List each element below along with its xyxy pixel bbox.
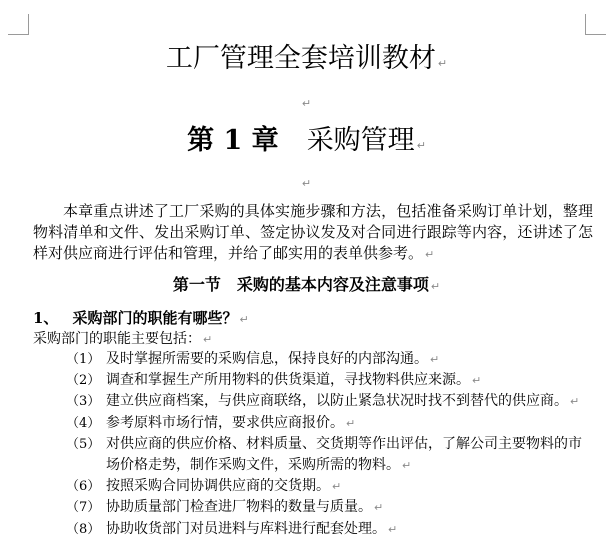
list-item (33, 476, 593, 497)
paragraph-mark-icon: ↵ (332, 480, 342, 494)
section-heading (0, 274, 613, 298)
list-item-index: （1） (66, 352, 101, 367)
list-item (33, 391, 593, 412)
list-item-index: （2） (66, 373, 101, 389)
list-item-text: 及时掌握所需要的采购信息，保持良好的内部沟通。 (106, 351, 428, 367)
chapter-title: 采购管理 (306, 125, 415, 156)
paragraph-mark-icon: ↵ (374, 501, 384, 515)
list-item-text: 参考原料市场行情，要求供应商报价。 (106, 414, 344, 431)
paragraph-mark-icon: ↵ (388, 522, 398, 536)
question-text: 采购部门的职能有哪些？ (72, 309, 238, 327)
paragraph-mark-icon: ↵ (203, 333, 213, 346)
list-item-text: 协助质量部门检查进厂物料的数量与质量。 (106, 499, 372, 516)
lead-sentence (33, 329, 212, 350)
paragraph-mark-icon: ↵ (430, 280, 441, 293)
lead-text: 采购部门的职能主要包括： (33, 331, 201, 347)
paragraph-mark-icon: ↵ (425, 248, 435, 261)
list-item-index: （7） (66, 500, 101, 516)
list-item-index: （4） (66, 415, 101, 431)
empty-paragraph-mark-icon: ↵ (301, 177, 312, 190)
paragraph-mark-icon: ↵ (472, 374, 482, 388)
paragraph-mark-icon: ↵ (402, 459, 412, 473)
question-number: 1、 (33, 309, 59, 327)
list-item (33, 413, 593, 434)
list-item-text: 调查和掌握生产所用物料的供货渠道，寻找物料供应来源。 (106, 372, 470, 389)
list-item (33, 370, 593, 391)
paragraph-mark-icon: ↵ (430, 353, 440, 366)
question-heading (33, 308, 249, 330)
chapter-number: 第 1 章 (187, 125, 279, 156)
list-item-index: （6） (66, 479, 101, 495)
empty-paragraph-mark-icon: ↵ (301, 97, 312, 110)
list-item-text: 按照采购合同协调供应商的交货期。 (106, 478, 330, 495)
paragraph-mark-icon: ↵ (239, 313, 249, 326)
chapter-heading (0, 124, 613, 163)
paragraph-mark-icon: ↵ (437, 57, 448, 70)
list-item-index: （8） (66, 521, 101, 537)
intro-text: 本章重点讲述了工厂采购的具体实施步骤和方法，包括准备采购订单计划，整理物料清单和文件、发出采购订单、签定协议发及对合同进行跟踪等内容，还讲述了怎样对供应商进行评估和管理，并给了邮实用的表单供参考。 (33, 202, 593, 262)
crop-mark-top-left (8, 14, 29, 35)
crop-mark-top-right (585, 14, 606, 35)
list-item (33, 519, 593, 540)
list-item (33, 497, 593, 518)
list-item-text: 建立供应商档案，与供应商联络，以防止紧急状况时找不到替代的供应商。 (106, 393, 568, 410)
list-item-index: （5） (66, 436, 101, 452)
paragraph-mark-icon: ↵ (570, 395, 580, 409)
list-item (33, 349, 593, 370)
section-title: 第一节 采购的基本内容及注意事项 (172, 275, 429, 294)
list-item (33, 434, 593, 476)
paragraph-mark-icon: ↵ (346, 416, 356, 430)
list-item-index: （3） (66, 394, 101, 410)
list-item-text: 对供应商的供应价格、材料质量、交货期等作出评估，了解公司主要物料的市场价格走势，制作采购文件，采购所需的物料。 (106, 435, 582, 474)
paragraph-mark-icon: ↵ (416, 139, 426, 152)
book-title-text: 工厂管理全套培训教材 (165, 43, 436, 74)
intro-paragraph (33, 201, 593, 265)
book-title (0, 42, 613, 81)
list-item-text: 协助收货部门对员进料与库料进行配套处理。 (106, 520, 386, 537)
function-list (33, 349, 593, 540)
